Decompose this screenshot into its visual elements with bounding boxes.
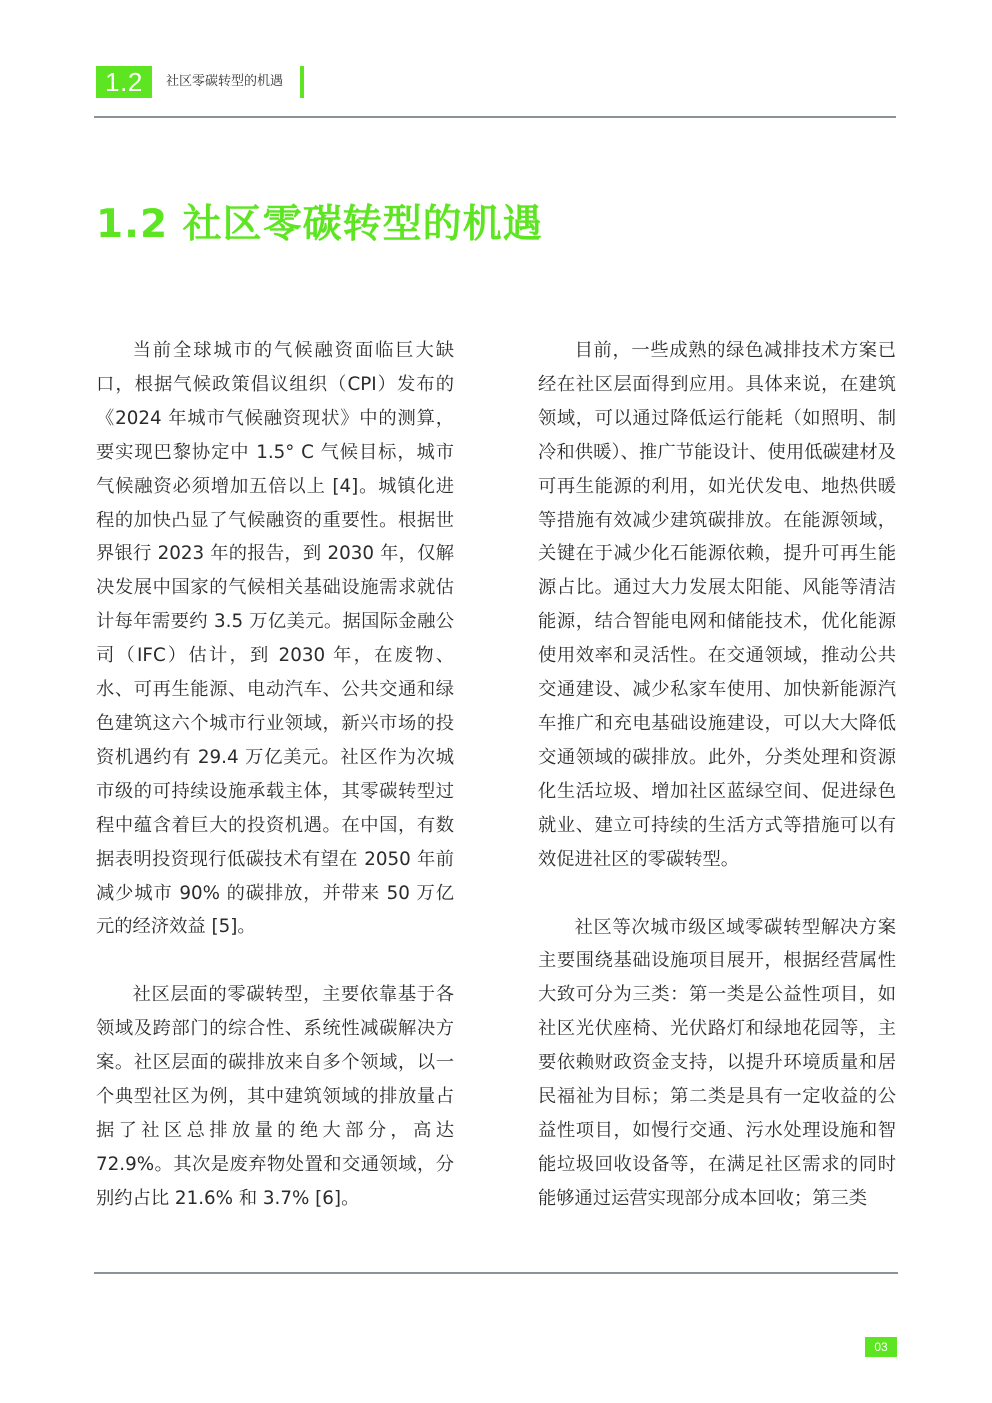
header-accent-bar bbox=[300, 66, 304, 98]
section-number-badge: 1.2 bbox=[96, 66, 152, 98]
left-paragraph-1: 当前全球城市的气候融资面临巨大缺口，根据气候政策倡议组织（CPI）发布的《2024 年城市气候融资现状》中的测算，要实现巴黎协定中 1.5° C 气候目标，城市气候融资必须增加五倍以上 [4]。城镇化进程的加快凸显了气候融资的重要性。根据世界银行 2023 年的报告，到 2030 年，仅解决发展中国家的气候相关基础设施需求就估计每年需要约 3.5 万亿美元。据国际金融公司（IFC）估计，到 2030 年，在废物、水、可再生能源、电动汽车、公共交通和绿色建筑这六个城市行业领域，新兴市场的投资机遇约有 29.4 万亿美元。社区作为次城市级的可持续设施承载主体，其零碳转型过程中蕴含着巨大的投资机遇。在中国，有数据表明投资现行低碳技术有望在 2050 年前减少城市 90% 的碳排放，并带来 50 万亿元的经济效益 [5]。 bbox=[96, 340, 454, 938]
right-paragraph-1: 目前，一些成熟的绿色减排技术方案已经在社区层面得到应用。具体来说，在建筑领域，可以通过降低运行能耗（如照明、制冷和供暖）、推广节能设计、使用低碳建材及可再生能源的利用，如光伏发电、地热供暖等措施有效减少建筑碳排放。在能源领域，关键在于减少化石能源依赖，提升可再生能源占比。通过大力发展太阳能、风能等清洁能源，结合智能电网和储能技术，优化能源使用效率和灵活性。在交通领域，推动公共交通建设、减少私家车使用、加快新能源汽车推广和充电基础设施建设，可以大大降低交通领域的碳排放。此外，分类处理和资源化生活垃圾、增加社区蓝绿空间、促进绿色就业、建立可持续的生活方式等措施可以有效促进社区的零碳转型。 bbox=[538, 340, 896, 870]
running-header-title: 社区零碳转型的机遇 bbox=[166, 74, 284, 89]
header-divider bbox=[94, 116, 896, 118]
footer-divider bbox=[94, 1272, 898, 1274]
left-column bbox=[96, 334, 454, 1216]
page-number: 03 bbox=[865, 1337, 897, 1357]
right-paragraph-2: 社区等次城市级区域零碳转型解决方案主要围绕基础设施项目展开，根据经营属性大致可分为三类：第一类是公益性项目，如社区光伏座椅、光伏路灯和绿地花园等，主要依赖财政资金支持，以提升环境质量和居民福祉为目标；第二类是具有一定收益的公益性项目，如慢行交通、污水处理设施和智能垃圾回收设备等，在满足社区需求的同时能够通过运营实现部分成本回收；第三类 bbox=[538, 916, 896, 1209]
right-column bbox=[538, 334, 896, 1216]
left-paragraph-2: 社区层面的零碳转型，主要依靠基于各领域及跨部门的综合性、系统性减碳解决方案。社区层面的碳排放来自多个领域，以一个典型社区为例，其中建筑领域的排放量占据了社区总排放量的绝大部分，高达 72.9%。其次是废弃物处置和交通领域，分别约占比 21.6% 和 3.7% [6]。 bbox=[96, 984, 454, 1209]
page-title: 1.2 社区零碳转型的机遇 bbox=[96, 202, 543, 247]
